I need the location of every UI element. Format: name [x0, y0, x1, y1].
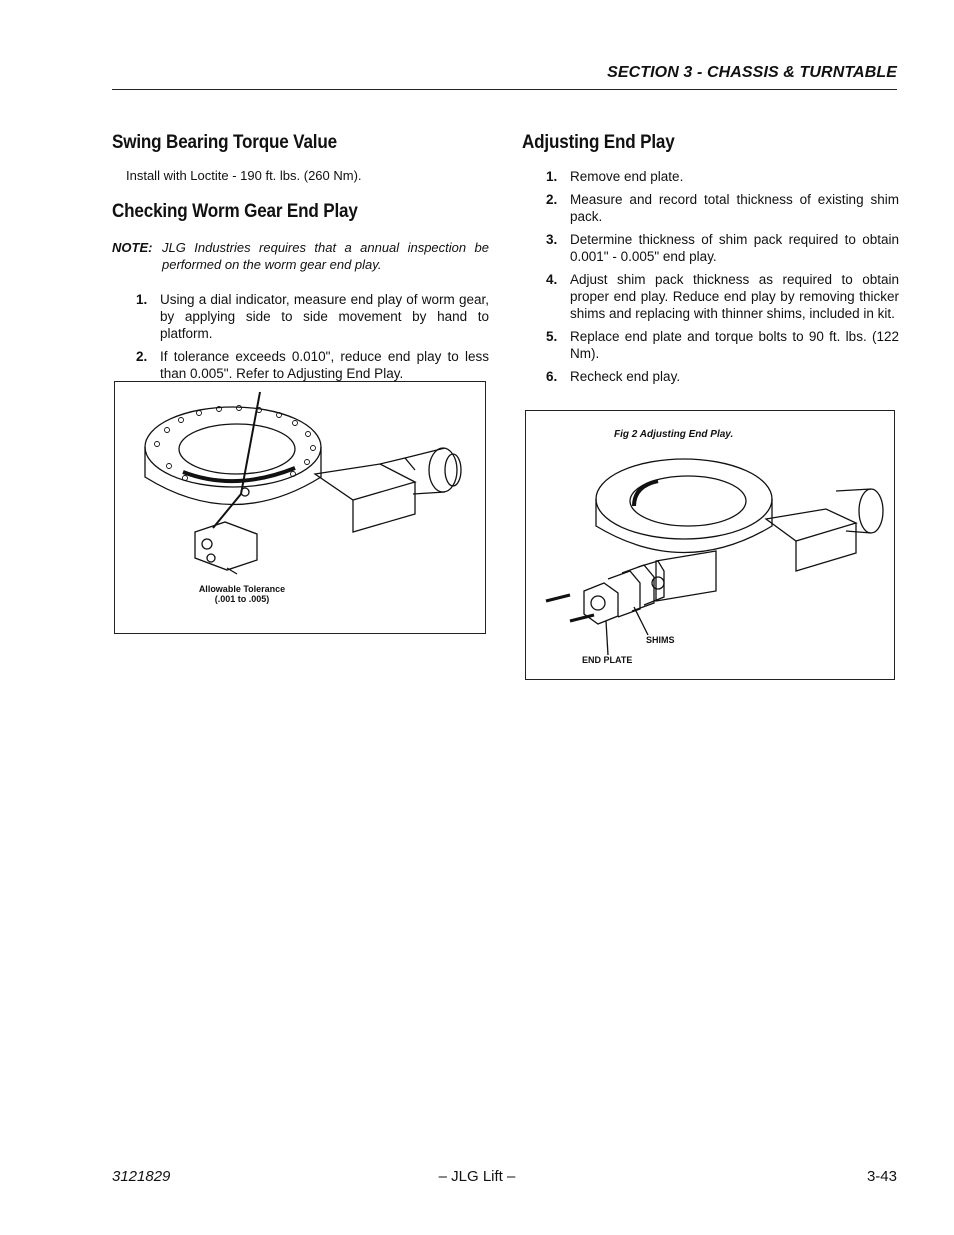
housing-lower — [656, 551, 716, 601]
list-item — [546, 191, 899, 225]
page-number: 3-43 — [866, 1168, 897, 1185]
end-play-illustration — [526, 411, 894, 679]
section-title: SECTION 3 - CHASSIS & TURNTABLE — [607, 64, 897, 81]
header-rule — [112, 89, 897, 90]
step-text: Determine thickness of shim pack required to obtain 0.001" - 0.005" end play. — [570, 232, 899, 264]
step-text: Remove end plate. — [570, 169, 684, 184]
housing-side — [353, 482, 415, 532]
step-number: 2. — [546, 192, 558, 207]
step-number: 5. — [546, 329, 558, 344]
shims-leader — [634, 607, 648, 635]
step-number: 3. — [546, 232, 558, 247]
step-text: Measure and record total thickness of existing shim pack. — [570, 192, 899, 224]
list-item — [136, 348, 489, 382]
tolerance-label-line1: Allowable Tolerance — [198, 584, 286, 594]
right-column — [522, 132, 899, 385]
step-number: 1. — [136, 292, 148, 307]
bearing-ring-inner — [179, 424, 295, 474]
end-plate-bolt — [202, 539, 212, 549]
step-text: Recheck end play. — [570, 369, 681, 384]
end-plate-label: END PLATE — [582, 655, 633, 665]
note — [112, 239, 489, 273]
worm-gear-end — [859, 489, 883, 533]
step-text: Replace end plate and torque bolts to 90 ft. lbs. (122 Nm). — [570, 329, 899, 361]
worm-gear-cap — [445, 454, 461, 486]
bearing-shadow — [634, 481, 658, 506]
worm-gear-body — [405, 448, 445, 494]
bolt — [546, 595, 570, 601]
swing-bearing-heading: Swing Bearing Torque Value — [112, 132, 337, 153]
shim — [622, 565, 654, 611]
step-number: 2. — [136, 349, 148, 364]
left-column — [112, 132, 489, 382]
list-item — [546, 328, 899, 362]
doc-number: 3121829 — [112, 1168, 171, 1185]
shim — [638, 561, 664, 605]
step-text: Using a dial indicator, measure end play of worm gear, by applying side to side movement by hand to platform. — [160, 292, 489, 341]
housing-side — [796, 523, 856, 571]
shims-label: SHIMS — [646, 635, 675, 645]
end-plate-hole — [591, 596, 605, 610]
step-number: 1. — [546, 169, 558, 184]
figure-caption: Fig 2 Adjusting End Play. — [614, 429, 734, 440]
list-item — [546, 168, 899, 185]
adjusting-steps — [522, 168, 899, 385]
step-text: Adjust shim pack thickness as required to obtain proper end play. Reduce end play by removing thicker shims and replacing with thinner shims, included in kit. — [570, 272, 899, 321]
end-plate — [195, 522, 257, 570]
list-item — [546, 271, 899, 322]
end-plate — [584, 583, 618, 624]
worm-gear-heading: Checking Worm Gear End Play — [112, 201, 358, 222]
adjusting-end-play-heading: Adjusting End Play — [522, 132, 675, 153]
footer-brand: – JLG Lift – — [438, 1168, 516, 1185]
list-item — [136, 291, 489, 342]
list-item — [546, 231, 899, 265]
tolerance-label — [177, 584, 307, 604]
list-item — [546, 368, 899, 385]
adjusting-end-play-figure — [525, 410, 895, 680]
end-plate-leader — [606, 621, 608, 655]
dial-indicator-figure — [114, 381, 486, 634]
housing-top — [315, 464, 415, 500]
step-number: 4. — [546, 272, 558, 287]
end-plate-bolt — [207, 554, 215, 562]
note-text: JLG Industries requires that a annual inspection be performed on the worm gear end play. — [162, 240, 489, 272]
step-text: If tolerance exceeds 0.010", reduce end play to less than 0.005". Refer to Adjusting End Play. — [160, 349, 489, 381]
note-label: NOTE: — [112, 240, 153, 255]
worm-gear-steps — [112, 291, 489, 382]
tolerance-label-line2: (.001 to .005) — [214, 594, 270, 604]
step-number: 6. — [546, 369, 558, 384]
worm-gear-body — [836, 489, 871, 533]
housing-top — [766, 509, 856, 541]
housing-flange — [380, 458, 415, 470]
swing-bearing-text: Install with Loctite - 190 ft. lbs. (260 Nm). — [126, 168, 362, 183]
